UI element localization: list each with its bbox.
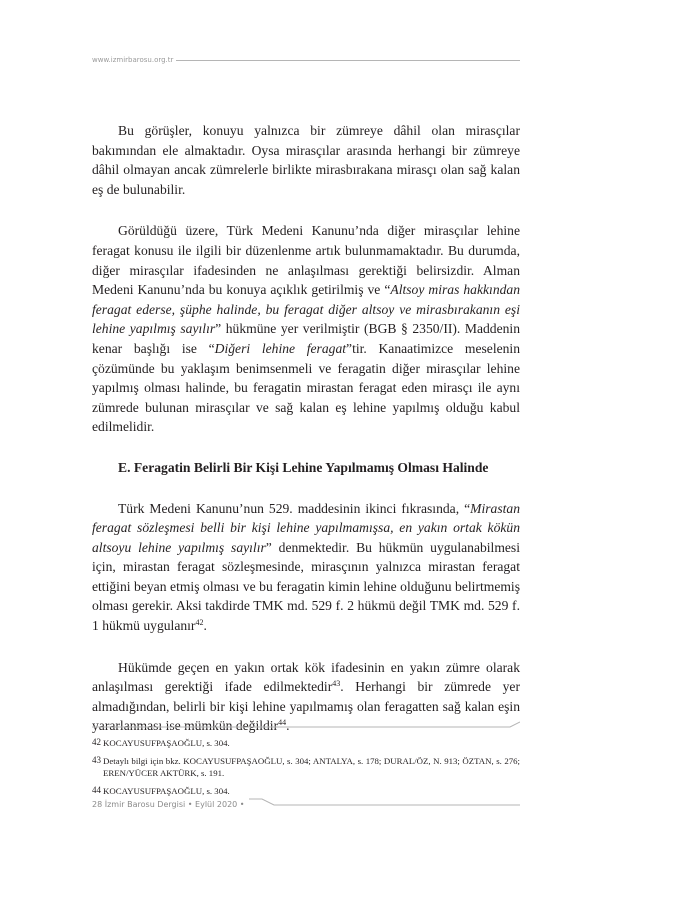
footnotes xyxy=(92,737,520,803)
paragraph-4-end: . xyxy=(286,718,290,734)
footnote-number: 44 xyxy=(92,785,101,795)
footnote-43 xyxy=(92,755,520,779)
header-url: www.izmirbarosu.org.tr xyxy=(92,54,176,66)
footnote-ref-42[interactable]: 42 xyxy=(195,618,204,628)
footnote-number: 43 xyxy=(92,755,101,765)
footnote-ref-43[interactable]: 43 xyxy=(332,679,341,689)
margin-title-quote: Diğeri lehine feragat xyxy=(214,340,347,356)
paragraph-3-text-c: ” denmektedir. Bu hükmün uygulanabilmesi için, mirastan feragat sözleşmesinde, mirasçının yalnızca mirastan feragat ettiğini beyan etmiş olması ve bu feragatin kimin lehine olduğunu belirtmemiş olması gerekir. Aksi takdirde TMK md. 529 f. 2 hükmü değil TMK md. 529 f. 1 hükmü uygulanır xyxy=(92,539,520,634)
footnote-text: Detaylı bilgi için bkz. KOCAYUSUFPAŞAOĞLU, s. 304; ANTALYA, s. 178; DURAL/ÖZ, N. 913; ÖZTAN, s. 276; EREN/YÜCER AKTÜRK, s. 191. xyxy=(103,756,520,778)
paragraph-2-text-a: Görüldüğü üzere, Türk Medeni Kanunu’nda diğer mirasçılar lehine feragat konusu ile ilgili bir düzenlenme artık bulunmamaktadır. Bu durumda, diğer mirasçılar ifadesinden ne anlaşılması gerektiği belirsizdir. Alman Medeni Kanunu’nda bu konuya açıklık getirilmiş ve “ xyxy=(92,223,520,298)
footnote-text: KOCAYUSUFPAŞAOĞLU, s. 304. xyxy=(103,738,230,748)
page-footer xyxy=(92,798,520,812)
section-heading: E. Feragatin Belirli Bir Kişi Lehine Yapılmamış Olması Halinde xyxy=(118,459,489,475)
footnote-44 xyxy=(92,785,520,797)
footnote-ref-44[interactable]: 44 xyxy=(278,718,287,728)
paragraph-1 xyxy=(92,121,520,199)
footer-page-info: 28 İzmir Barosu Dergisi • Eylül 2020 • xyxy=(92,798,249,812)
page-header xyxy=(92,54,520,66)
article-body xyxy=(92,121,520,736)
footnote-separator xyxy=(92,721,520,733)
paragraph-4-text-b: . Herhangi bir zümrede yer almadığından, belirli bir kişi lehine yapılmamış olan feragatten sağ kalan eşin yararlanması ise mümkün değildir xyxy=(92,679,520,734)
footnote-text: KOCAYUSUFPAŞAOĞLU, s. 304. xyxy=(103,786,230,796)
paragraph-3-text-a: Türk Medeni Kanunu’nun 529. maddesinin ikinci fıkrasında, “ xyxy=(118,500,471,516)
paragraph-2 xyxy=(92,221,520,437)
footnote-number: 42 xyxy=(92,737,101,747)
paragraph-1-text: Bu görüşler, konuyu yalnızca bir zümreye dâhil olan mirasçılar bakımından ele almaktadır. Oysa mirasçılar arasında herhangi bir zümreye dâhil olmayan ancak zümrelerle birlikte mirasbırakana mirasçı olan sağ kalan eş de bulunabilir. xyxy=(92,123,520,197)
paragraph-2-text-e: ”tir. Kanaatimizce meselenin çözümünde bu yaklaşım benimsenmeli ve feragatin diğer mirasçılar lehine yapılmış olması halinde, bu feragatin mirastan feragat eden mirasçı ile aynı zümrede bulunan mirasçılar ve sağ kalan eş lehine yapılmış olduğu kabul edilmelidir. xyxy=(92,340,521,435)
bgb-quote: Altsoy miras hakkından feragat ederse, şüphe halinde, bu feragat diğer altsoy ve mirasbırakanın eşi lehine yapılmış sayılır xyxy=(92,282,521,337)
paragraph-4-text-a: Hükümde geçen en yakın ortak kök ifadesinin en yakın zümre olarak anlaşılması gerektiği ifade edilmektedir xyxy=(92,659,520,695)
tmk-quote: Mirastan feragat sözleşmesi belli bir kişi lehine yapılmamışsa, en yakın ortak kökün altsoyu lehine yapılmış sayılır xyxy=(92,500,520,555)
paragraph-3 xyxy=(92,499,520,636)
paragraph-3-end: . xyxy=(203,618,207,634)
paragraph-2-text-c: ” hükmüne yer verilmiştir (BGB § 2350/II). Maddenin kenar başlığı ise “ xyxy=(92,321,520,356)
footnote-42 xyxy=(92,737,520,749)
